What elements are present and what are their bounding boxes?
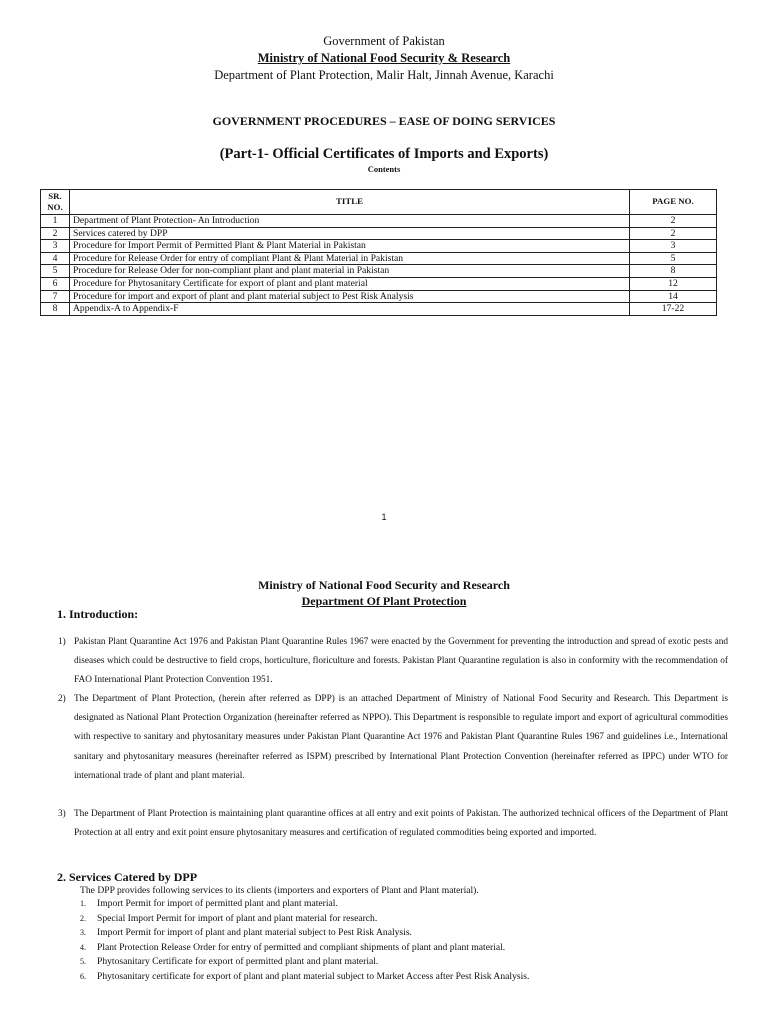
header-ministry: Ministry of National Food Security & Research: [257, 51, 511, 65]
contents-table: [40, 189, 717, 316]
row-title: Procedure for Release Order for entry of compliant Plant & Plant Material in Pakistan: [70, 252, 630, 265]
service-item: [80, 897, 338, 912]
service-item: [80, 955, 378, 970]
header-page-no: PAGE NO.: [630, 190, 717, 215]
row-page: 14: [630, 290, 717, 303]
paragraph-number: 2): [58, 694, 66, 704]
table-row: [41, 240, 717, 253]
section-services-title: 2. Services Catered by DPP: [57, 870, 198, 884]
row-title: Procedure for import and export of plant and plant material subject to Pest Risk Analysis: [70, 290, 630, 303]
intro-paragraph-2: [58, 690, 728, 786]
header-department: Department of Plant Protection, Malir Halt, Jinnah Avenue, Karachi: [214, 68, 554, 82]
service-text: Import Permit for import of permitted plant and plant material.: [97, 898, 338, 909]
row-page: 12: [630, 277, 717, 290]
service-text: Phytosanitary Certificate for export of permitted plant and plant material.: [97, 956, 379, 968]
service-item: [80, 912, 377, 927]
contents-label: Contents: [367, 164, 401, 174]
table-row: [41, 252, 717, 265]
service-item: [80, 941, 505, 956]
intro-paragraph-1: [58, 633, 728, 691]
page2-ministry: Ministry of National Food Security and Research: [258, 578, 510, 592]
row-title: Procedure for Phytosanitary Certificate for export of plant and plant material: [70, 277, 630, 290]
paragraph-number: 3): [58, 809, 66, 819]
table-row: [41, 277, 717, 290]
row-sr: 5: [41, 265, 70, 278]
paragraph-text: The Department of Plant Protection is maintaining plant quarantine offices at all entry and exit points of Pakistan. The authorized technical officers of the Department of Plant Protection at all entry and exit point ensure phytosanitary measures and certification of regulated commodities being exported and imported.: [74, 809, 728, 839]
row-title: Procedure for Release Oder for non-compliant plant and plant material in Pakistan: [70, 265, 630, 278]
row-page: 2: [630, 227, 717, 240]
table-row: [41, 227, 717, 240]
paragraph-text: Pakistan Plant Quarantine Act 1976 and Pakistan Plant Quarantine Rules 1967 were enacted by the Government for preventing the introduction and spread of exotic pests and diseases which could be destructive to field crops, horticulture, floriculture and forests. Pakistan Plant Quarantine regulation is also in conformity with the recommendation of FAO International Plant Protection Convention 1951.: [74, 637, 728, 686]
row-title: Department of Plant Protection- An Introduction: [70, 215, 630, 228]
service-number: 5.: [80, 957, 86, 967]
row-sr: 1: [41, 215, 70, 228]
intro-paragraph-3: [58, 805, 728, 843]
service-text: Import Permit for import of plant and plant material subject to Pest Risk Analysis.: [97, 927, 412, 939]
section-introduction-title: 1. Introduction:: [57, 607, 139, 621]
page-number: 1: [381, 512, 387, 522]
row-sr: 7: [41, 290, 70, 303]
contents-table-header: [41, 190, 717, 215]
service-text: Plant Protection Release Order for entry of permitted and compliant shipments of plant and plant material.: [97, 941, 506, 953]
row-sr: 2: [41, 227, 70, 240]
table-row: [41, 290, 717, 303]
service-number: 6.: [80, 972, 86, 981]
table-row: [41, 265, 717, 278]
service-item: [80, 970, 529, 985]
row-page: 2: [630, 215, 717, 228]
service-number: 4.: [80, 942, 86, 952]
service-number: 2.: [80, 913, 86, 923]
service-number: 1.: [80, 899, 86, 908]
row-title: Procedure for Import Permit of Permitted Plant & Plant Material in Pakistan: [70, 240, 630, 253]
document-title: GOVERNMENT PROCEDURES – EASE OF DOING SERVICES: [212, 114, 556, 128]
table-row: [41, 215, 717, 228]
header-sr-no: SR. NO.: [41, 190, 70, 215]
row-sr: 4: [41, 252, 70, 265]
row-page: 5: [630, 252, 717, 265]
paragraph-number: 1): [58, 637, 66, 647]
page2-department: Department Of Plant Protection: [301, 594, 467, 608]
row-page: 3: [630, 240, 717, 253]
table-row: [41, 303, 717, 316]
row-sr: 3: [41, 240, 70, 253]
part-title: (Part-1- Official Certificates of Imports and Exports): [219, 146, 549, 162]
service-text: Special Import Permit for import of plant and plant material for research.: [97, 912, 378, 924]
row-page: 17-22: [630, 303, 717, 316]
row-title: Appendix-A to Appendix-F: [70, 303, 630, 316]
paragraph-text: The Department of Plant Protection, (herein after referred as DPP) is an attached Department of Ministry of National Food Security and Research. This Department is designated as National Plant Protection Organization (hereinafter referred as NPPO). This Department is responsible to regulate import and export of agricultural commodities with respective to sanitary and phytosanitary measures under Pakistan Plant Quarantine Act 1976 and Pakistan Plant Quarantine Rules 1967 and guidelines i.e., International sanitary and phytosanitary measures (hereinafter referred as ISPM) prescribed by International Plant Protection Convention (hereinafter referred as IPPC) under WTO for international trade of plant and plant material.: [74, 694, 728, 781]
row-title: Services catered by DPP: [70, 227, 630, 240]
header-government: Government of Pakistan: [323, 34, 445, 48]
header-title: TITLE: [70, 190, 630, 215]
row-sr: 8: [41, 303, 70, 316]
row-page: 8: [630, 265, 717, 278]
row-sr: 6: [41, 277, 70, 290]
service-number: 3.: [80, 928, 86, 938]
service-item: [80, 926, 412, 941]
services-intro: The DPP provides following services to its clients (importers and exporters of Plant and Plant material).: [80, 885, 479, 896]
service-text: Phytosanitary certificate for export of plant and plant material subject to Market Access after Pest Risk Analysis.: [97, 971, 530, 982]
